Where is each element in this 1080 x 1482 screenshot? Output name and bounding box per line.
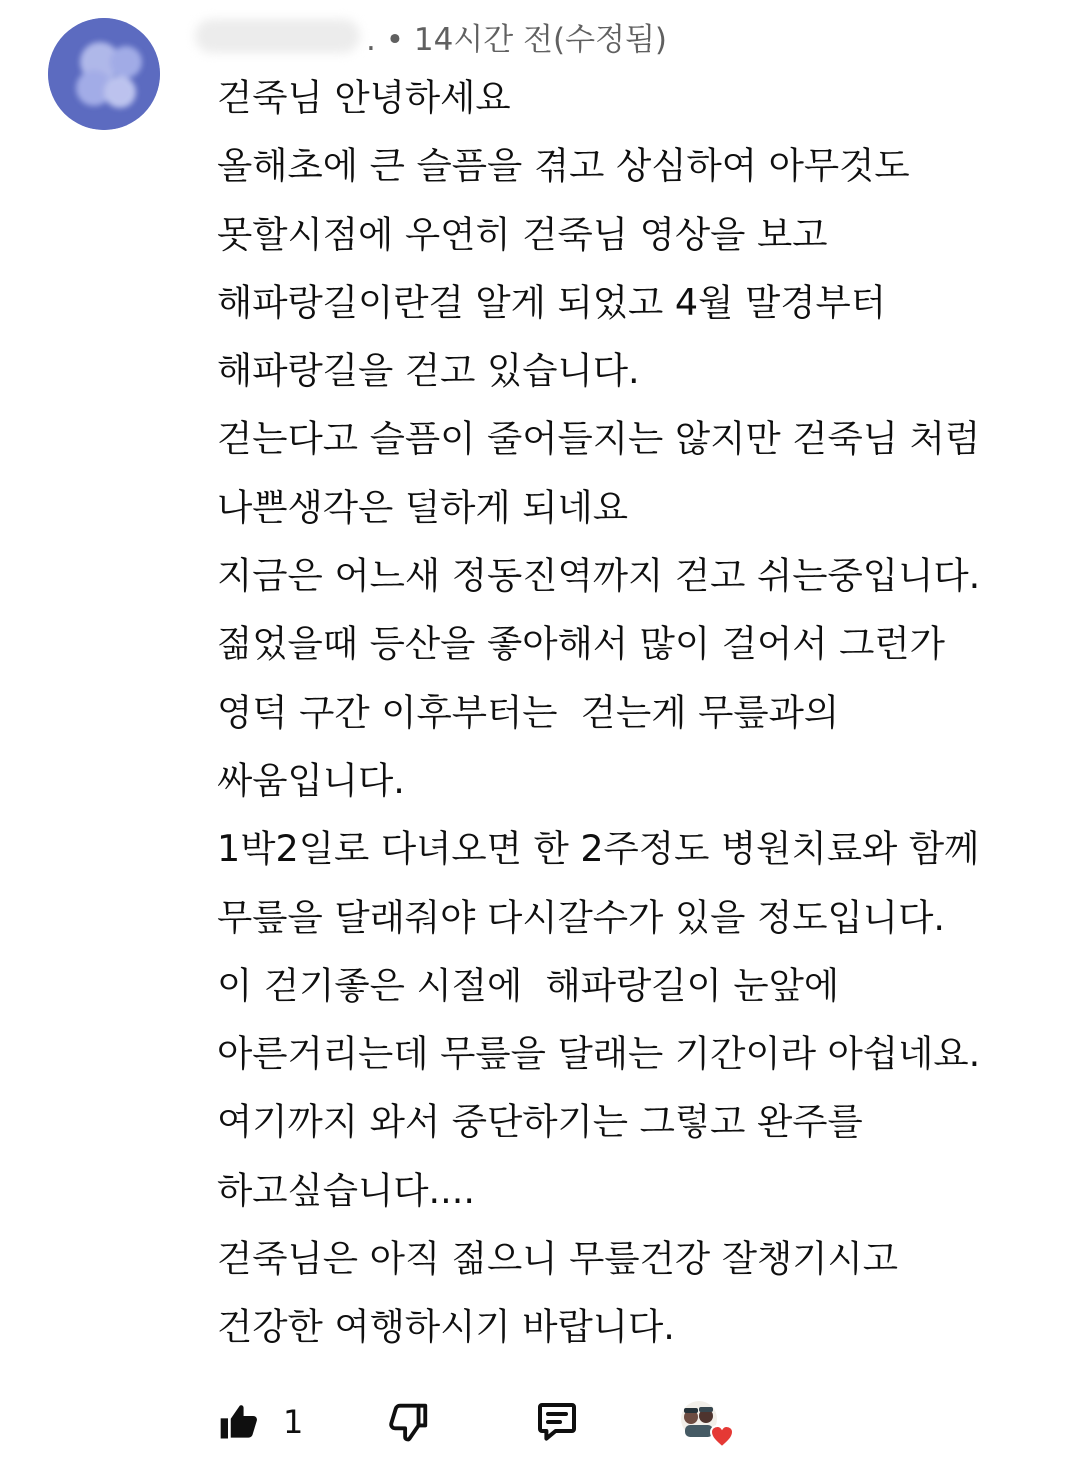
comment-actions <box>217 1392 777 1452</box>
like-button[interactable] <box>217 1392 303 1452</box>
comment-line: 나쁜생각은 덜하게 되네요 <box>217 485 629 529</box>
avatar[interactable] <box>48 18 160 130</box>
comment-line: 영덕 구간 이후부터는 걷는게 무릎과의 <box>217 690 840 734</box>
comment-line: 이 걷기좋은 시절에 해파랑길이 눈앞에 <box>217 963 840 1007</box>
reply-icon <box>533 1398 581 1446</box>
comment-line: 못할시점에 우연히 걷죽님 영상을 보고 <box>217 212 828 256</box>
thumb-down-icon <box>385 1399 431 1445</box>
dislike-button[interactable] <box>385 1392 431 1452</box>
comment-text <box>217 64 1057 1362</box>
comment-line: 올해초에 큰 슬픔을 겪고 상심하여 아무것도 <box>217 144 910 188</box>
comment-line: 젊었을때 등산을 좋아해서 많이 걸어서 그런가 <box>217 622 945 666</box>
comment-line: 건강한 여행하시기 바랍니다. <box>217 1305 675 1349</box>
comment-line: 싸움입니다. <box>217 758 405 802</box>
comment-line: 걷는다고 슬픔이 줄어들지는 않지만 걷죽님 처럼 <box>217 417 981 461</box>
thumb-up-icon <box>217 1400 261 1444</box>
reply-button[interactable] <box>533 1392 581 1452</box>
avatar-image <box>48 18 160 130</box>
comment-line: 해파랑길을 걷고 있습니다. <box>217 349 640 393</box>
author-name-redacted[interactable] <box>195 19 360 53</box>
creator-heart <box>677 1392 739 1452</box>
comment-line: 해파랑길이란걸 알게 되었고 4월 말경부터 <box>217 280 887 324</box>
comment-line: 하고싶습니다.... <box>217 1168 475 1212</box>
like-count: 1 <box>283 1403 304 1441</box>
comment-line: 지금은 어느새 정동진역까지 걷고 쉬는중입니다. <box>217 554 981 598</box>
comment-line: 걷죽님 안녕하세요 <box>217 76 511 119</box>
comment-line: 걷죽님은 아직 젊으니 무릎건강 잘챙기시고 <box>217 1237 899 1281</box>
comment-line: 1박2일로 다녀오면 한 2주정도 병원치료와 함께 <box>217 827 980 871</box>
comment-timestamp: . • 14시간 전(수정됨) <box>366 21 668 58</box>
comment-line: 여기까지 와서 중단하기는 그렇고 완주를 <box>217 1100 863 1144</box>
comment-header <box>195 10 667 62</box>
comment-line: 무릎을 달래줘야 다시갈수가 있을 정도입니다. <box>217 895 945 939</box>
creator-heart-icon <box>677 1395 739 1449</box>
comment-line: 아른거리는데 무릎을 달래는 기간이라 아쉽네요. <box>217 1032 981 1076</box>
